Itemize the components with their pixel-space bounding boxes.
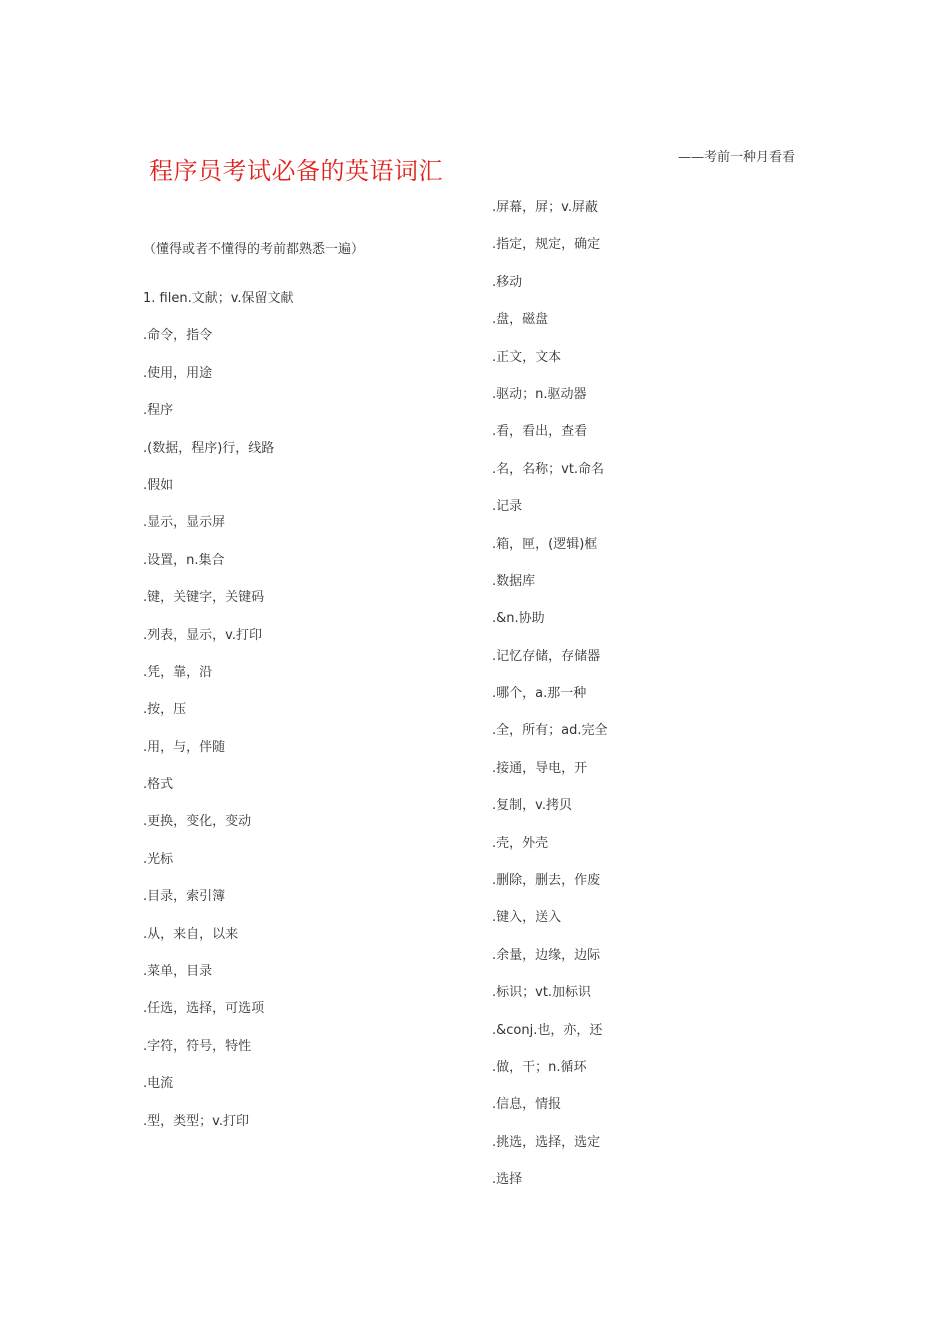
vocabulary-entry: .挑选，选择，选定: [492, 1134, 601, 1150]
vocabulary-entry: .字符，符号，特性: [143, 1038, 252, 1054]
vocabulary-entry: .复制，v.拷贝: [492, 798, 572, 814]
vocabulary-entry: .格式: [143, 777, 174, 793]
page-title: 程序员考试必备的英语词汇: [149, 157, 443, 185]
vocabulary-entry: .使用，用途: [143, 365, 213, 381]
vocabulary-entry: .箱，匣，(逻辑)框: [492, 536, 598, 552]
vocabulary-entry: .型，类型；v.打印: [143, 1113, 249, 1129]
vocabulary-entry: .显示，显示屏: [143, 515, 226, 531]
vocabulary-entry: .凭，靠，沿: [143, 664, 213, 680]
vocabulary-entry: .更换，变化，变动: [143, 814, 252, 830]
vocabulary-entry: .从，来自，以来: [143, 926, 239, 942]
vocabulary-entry: .记录: [492, 499, 523, 515]
page-subtitle: ——考前一种月看看: [678, 150, 796, 165]
vocabulary-entry: .&conj.也，亦，还: [492, 1022, 603, 1038]
vocabulary-entry: .(数据，程序)行，线路: [143, 440, 275, 456]
vocabulary-entry: .光标: [143, 851, 174, 867]
vocabulary-entry: .电流: [143, 1076, 174, 1092]
vocabulary-entry: .键，关键字，关键码: [143, 590, 265, 606]
vocabulary-entry: .设置，n.集合: [143, 552, 225, 568]
vocabulary-entry: .哪个，a.那一种: [492, 686, 587, 702]
vocabulary-entry: .移动: [492, 274, 523, 290]
vocabulary-entry: .余量，边缘，边际: [492, 947, 601, 963]
vocabulary-list-left: [143, 289, 473, 1149]
vocabulary-entry: .全，所有；ad.完全: [492, 723, 608, 739]
vocabulary-entry: .任选，选择，可选项: [143, 1001, 265, 1017]
vocabulary-entry: .信息，情报: [492, 1097, 562, 1113]
vocabulary-entry: .指定，规定，确定: [492, 237, 601, 253]
vocabulary-entry: .盘，磁盘: [492, 312, 549, 328]
vocabulary-entry: .程序: [143, 403, 174, 419]
vocabulary-entry: .驱动；n.驱动器: [492, 386, 587, 402]
vocabulary-entry: .标识；vt.加标识: [492, 985, 592, 1001]
vocabulary-entry: .列表，显示，v.打印: [143, 627, 262, 643]
vocabulary-entry: .命令，指令: [143, 328, 213, 344]
vocabulary-entry: .菜单，目录: [143, 964, 213, 980]
vocabulary-entry: .假如: [143, 477, 174, 493]
vocabulary-entry: 1. filen.文献；v.保留文献: [143, 291, 294, 306]
vocabulary-list-right: [492, 198, 822, 1208]
vocabulary-entry: .用，与，伴随: [143, 739, 226, 755]
vocabulary-entry: .目录，索引簿: [143, 889, 226, 905]
vocabulary-entry: .做，干；n.循环: [492, 1059, 587, 1075]
vocabulary-entry: .选择: [492, 1172, 523, 1188]
vocabulary-entry: .按，压: [143, 702, 187, 718]
vocabulary-entry: .正文，文本: [492, 349, 562, 365]
vocabulary-entry: .看，看出，查看: [492, 424, 588, 440]
vocabulary-entry: .数据库: [492, 573, 536, 589]
vocabulary-entry: .屏幕，屏；v.屏蔽: [492, 200, 598, 215]
vocabulary-entry: .记忆存储，存储器: [492, 648, 601, 664]
vocabulary-entry: .壳，外壳: [492, 835, 549, 851]
vocabulary-entry: .键入，送入: [492, 910, 562, 926]
vocabulary-entry: .删除，删去，作废: [492, 873, 601, 889]
vocabulary-entry: .名，名称；vt.命名: [492, 461, 605, 477]
intro-note: （懂得或者不懂得的考前都熟悉一遍）: [143, 242, 365, 257]
vocabulary-entry: .接通，导电，开: [492, 760, 588, 776]
vocabulary-entry: .&n.协助: [492, 611, 545, 627]
